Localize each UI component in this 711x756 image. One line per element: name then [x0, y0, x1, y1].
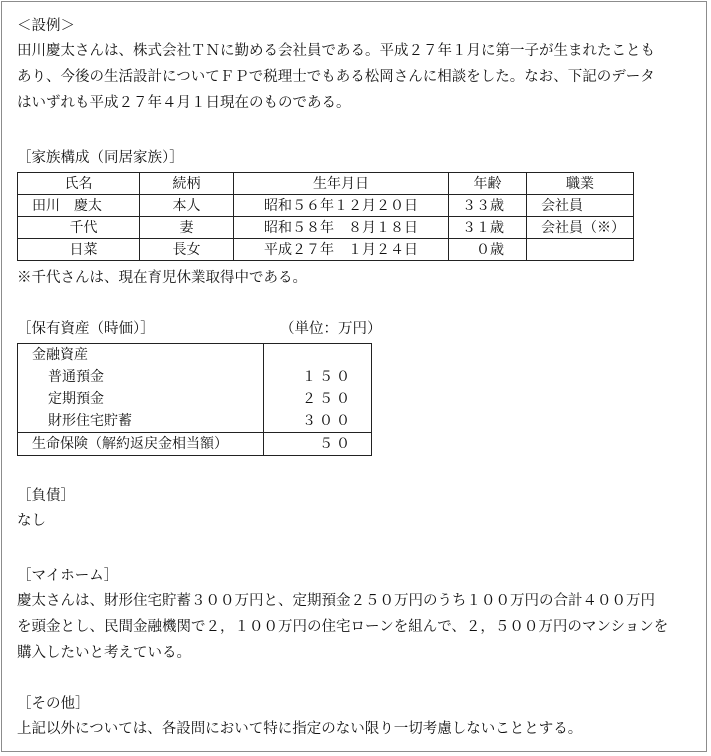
table-header-row — [18, 173, 634, 195]
cell-birthdate: 昭和５６年１２月２０日 — [234, 195, 449, 217]
debt-text: なし — [17, 513, 46, 529]
header-occupation: 職業 — [527, 173, 634, 195]
table-row — [18, 239, 634, 261]
table-row — [18, 195, 634, 217]
cell-birthdate: 平成２７年 １月２４日 — [234, 239, 449, 261]
header-birthdate: 生年月日 — [234, 173, 449, 195]
cell-relation: 長女 — [140, 239, 234, 261]
assets-row — [18, 410, 372, 433]
asset-item-value: ３００ — [264, 410, 372, 433]
cell-birthdate: 昭和５８年 ８月１８日 — [234, 217, 449, 239]
financial-assets-label: 金融資産 — [18, 344, 264, 367]
assets-section-title: ［保有資産（時価）］ — [17, 321, 155, 337]
myhome-line: 購入したいと考えている。 — [17, 645, 191, 661]
assets-row — [18, 388, 372, 410]
header-name: 氏名 — [18, 173, 140, 195]
cell-occupation — [527, 239, 634, 261]
cell-name: 田川 慶太 — [18, 195, 140, 217]
asset-item-label: 財形住宅貯蓄 — [18, 410, 264, 433]
asset-item-value: １５０ — [264, 366, 372, 388]
cell-occupation: 会社員（※） — [527, 217, 634, 239]
assets-row — [18, 344, 372, 367]
cell-age: ３１歳 — [449, 217, 527, 239]
other-text: 上記以外については、各設問において特に指定のない限り一切考慮しないこととする。 — [17, 721, 583, 737]
debt-section-title: ［負債］ — [17, 488, 75, 504]
myhome-line: を頭金とし、民間金融機関で２，１００万円の住宅ローンを組んで、２，５００万円のマンションを — [17, 619, 669, 635]
asset-item-value: ２５０ — [264, 388, 372, 410]
myhome-line: 慶太さんは、財形住宅貯蓄３００万円と、定期預金２５０万円のうち１００万円の合計４００万円 — [17, 593, 655, 609]
family-section-title: ［家族構成（同居家族）］ — [17, 150, 184, 166]
intro-line: はいずれも平成２７年４月１日現在のものである。 — [17, 95, 351, 111]
family-note: ※千代さんは、現在育児休業取得中である。 — [17, 270, 307, 286]
assets-unit-label: （単位：万円） — [280, 321, 382, 337]
heading: ＜設例＞ — [17, 18, 75, 34]
header-age: 年齢 — [449, 173, 527, 195]
header-relation: 続柄 — [140, 173, 234, 195]
cell-occupation: 会社員 — [527, 195, 634, 217]
asset-item-label: 普通預金 — [18, 366, 264, 388]
cell-relation: 本人 — [140, 195, 234, 217]
asset-item-label: 定期預金 — [18, 388, 264, 410]
myhome-section-title: ［マイホーム］ — [17, 568, 119, 584]
insurance-value: ５０ — [264, 433, 372, 456]
other-section-title: ［その他］ — [17, 696, 90, 712]
cell-relation: 妻 — [140, 217, 234, 239]
insurance-label: 生命保険（解約返戻金相当額） — [18, 433, 264, 456]
family-table — [17, 172, 634, 261]
cell-name: 日菜 — [18, 239, 140, 261]
intro-line: 田川慶太さんは、株式会社ＴＮに勤める会社員である。平成２７年１月に第一子が生まれたことも — [17, 43, 655, 59]
cell-age: ０歳 — [449, 239, 527, 261]
assets-row — [18, 366, 372, 388]
cell-name: 千代 — [18, 217, 140, 239]
assets-table — [17, 343, 372, 456]
intro-line: あり、今後の生活設計についてＦＰで税理士でもある松岡さんに相談をした。なお、下記のデータ — [17, 69, 655, 85]
assets-row — [18, 433, 372, 456]
table-row — [18, 217, 634, 239]
cell-age: ３３歳 — [449, 195, 527, 217]
